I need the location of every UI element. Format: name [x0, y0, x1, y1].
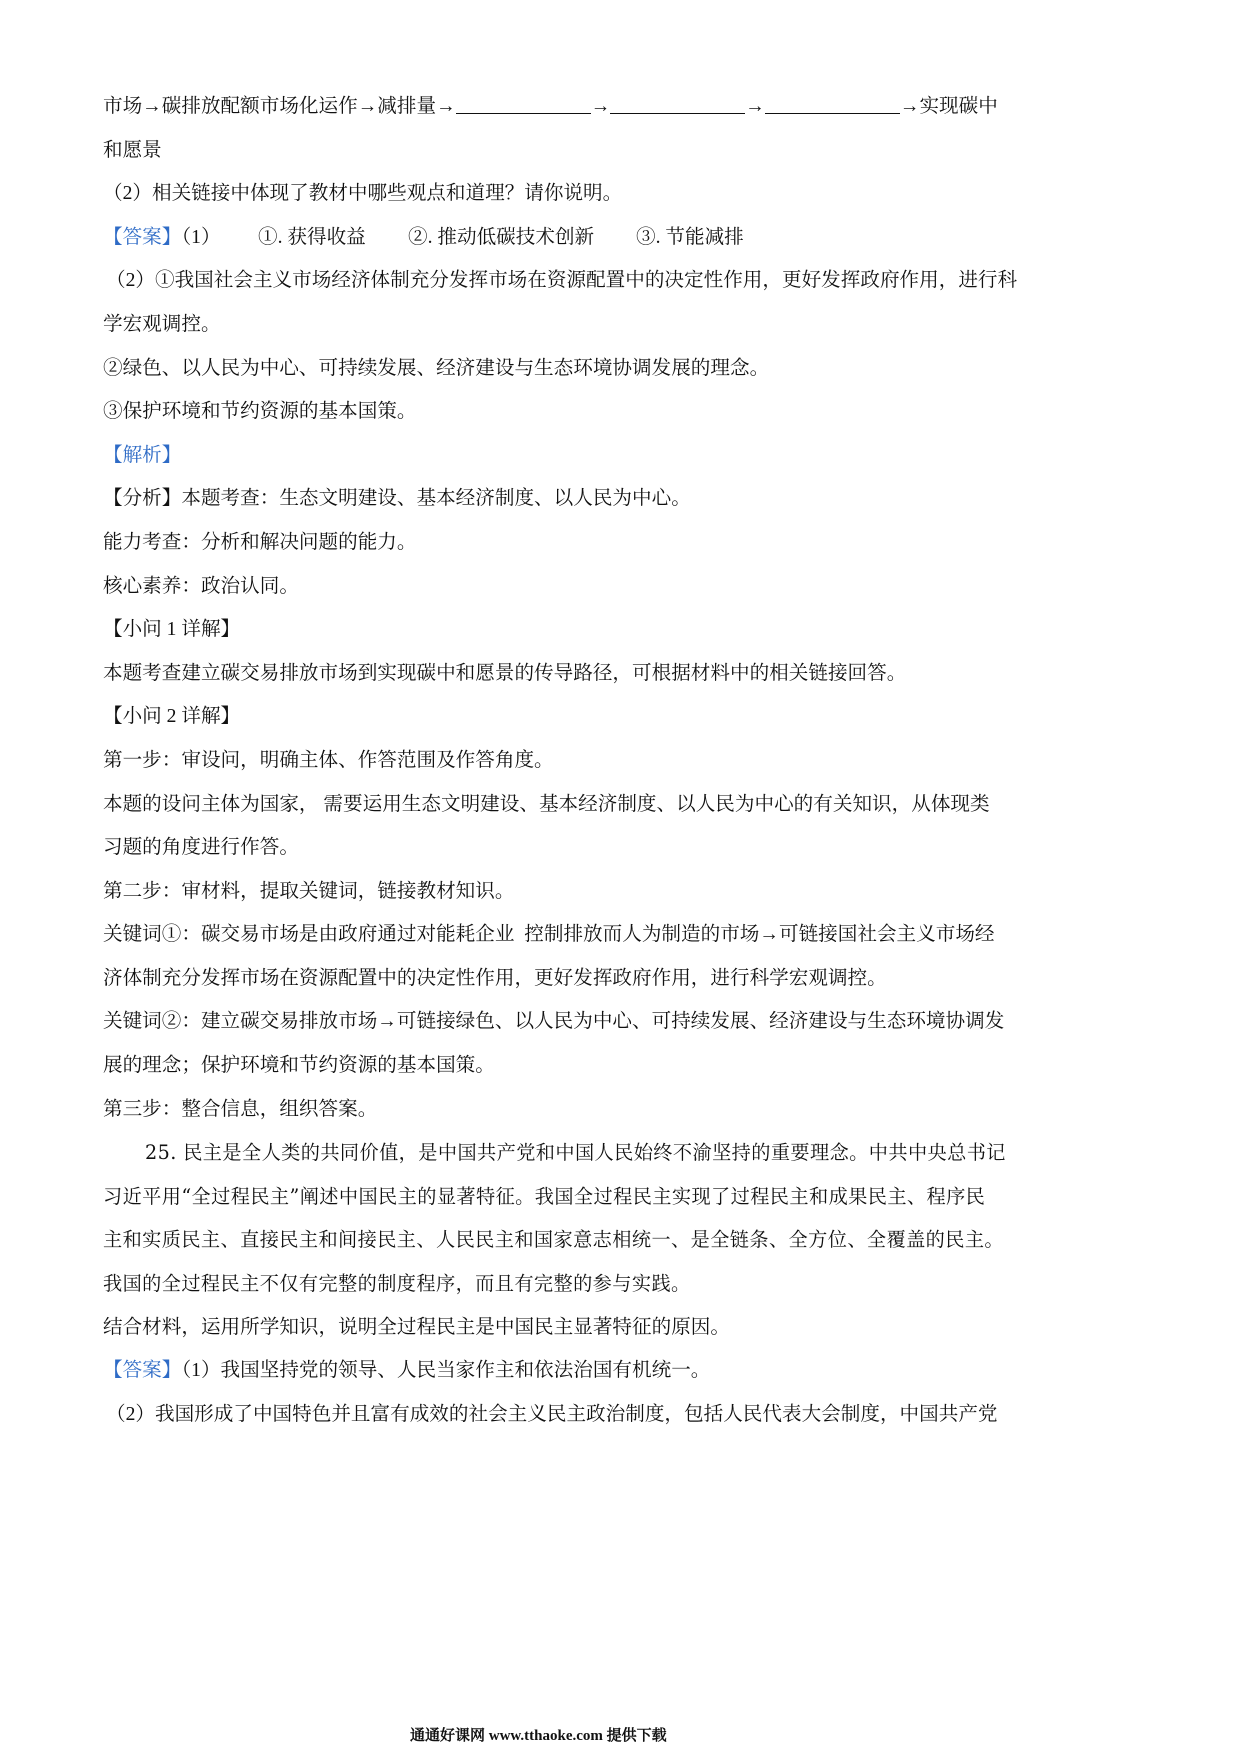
fill-in-chain-line — [103, 85, 1103, 129]
answer-part-1-number: （1） — [181, 226, 221, 248]
answer-24-part-2-line: ②绿色、以人民为中心、可持续发展、经济建设与生态环境协调发展的理念。 — [103, 357, 770, 379]
answer-item-3: ③. 节能减排 — [636, 226, 744, 248]
answer-24-part-2-line: 学宏观调控。 — [103, 313, 221, 335]
question-25-prompt: 结合材料，运用所学知识，说明全过程民主是中国民主显著特征的原因。 — [103, 1316, 730, 1338]
fill-in-chain-tail: 和愿景 — [103, 139, 162, 161]
analysis-line: 展的理念；保护环境和节约资源的基本国策。 — [103, 1055, 495, 1077]
answer-label: 【答案】 — [103, 226, 182, 248]
analysis-label-line — [103, 434, 1103, 478]
question-25-stem-line: 我国的全过程民主不仅有完整的制度程序，而且有完整的参与实践。 — [103, 1272, 691, 1296]
chain-arrow-1: → — [590, 96, 611, 117]
answer-blank-3 — [765, 95, 900, 114]
question-25-stem-line: 习近平用“全过程民主”阐述中国民主的显著特征。我国全过程民主实现了过程民主和成果民主、程序民 — [103, 1184, 986, 1208]
chain-end-text: →实现碳中 — [899, 96, 998, 117]
answer-25-line — [103, 1349, 1103, 1393]
analysis-line: 【分析】本题考查：生态文明建设、基本经济制度、以人民为中心。 — [103, 488, 691, 510]
analysis-line: 第三步：整合信息，组织答案。 — [103, 1098, 378, 1120]
analysis-line: 本题考查建立碳交易排放市场到实现碳中和愿景的传导路径，可根据材料中的相关链接回答。 — [103, 662, 907, 684]
answer-item-2: ②. 推动低碳技术创新 — [408, 226, 595, 248]
analysis-line: 第二步：审材料，提取关键词，链接教材知识。 — [103, 880, 515, 902]
chain-start-text: 市场→碳排放配额市场化运作→减排量→ — [103, 96, 456, 117]
question-24-part-2: （2）相关链接中体现了教材中哪些观点和道理？请你说明。 — [103, 183, 623, 205]
answer-24-part-2-line: ③保护环境和节约资源的基本国策。 — [103, 401, 417, 423]
analysis-line: 关键词①：碳交易市场是由政府通过对能耗企业 控制排放而人为制造的市场→可链接国社会主义市场经 — [103, 924, 995, 946]
answer-25-text: （1）我国坚持党的领导、人民当家作主和依法治国有机统一。 — [181, 1360, 711, 1382]
answer-25-line: （2）我国形成了中国特色并且富有成效的社会主义民主政治制度，包括人民代表大会制度，中国共产党 — [106, 1403, 998, 1425]
analysis-line: 核心素养：政治认同。 — [103, 575, 299, 597]
analysis-subheading: 【小问 2 详解】 — [103, 706, 241, 728]
question-25-stem-line: 主和实质民主、直接民主和间接民主、人民民主和国家意志相统一、是全链条、全方位、全覆盖的民主。 — [103, 1228, 1005, 1252]
answer-label: 【答案】 — [103, 1360, 182, 1382]
answer-blank-2 — [610, 95, 745, 114]
analysis-label: 【解析】 — [103, 444, 182, 466]
answer-24-part-1-line — [103, 216, 1103, 260]
analysis-line: 能力考查：分析和解决问题的能力。 — [103, 531, 417, 553]
page-footer: 通通好课网 www.tthaoke.com 提供下载 — [410, 1728, 667, 1744]
answer-item-1: ①. 获得收益 — [258, 226, 366, 248]
question-25-stem-line: 25. 民主是全人类的共同价值，是中国共产党和中国人民始终不渝坚持的重要理念。中共中央总书记 — [145, 1141, 1006, 1165]
analysis-line: 第一步：审设问，明确主体、作答范围及作答角度。 — [103, 749, 554, 771]
answer-blank-1 — [456, 95, 591, 114]
analysis-line: 习题的角度进行作答。 — [103, 837, 299, 859]
analysis-line: 本题的设问主体为国家， 需要运用生态文明建设、基本经济制度、以人民为中心的有关知识，从体现类 — [103, 793, 990, 815]
analysis-line: 济体制充分发挥市场在资源配置中的决定性作用，更好发挥政府作用，进行科学宏观调控。 — [103, 967, 887, 989]
document-body — [103, 85, 1103, 1436]
analysis-subheading: 【小问 1 详解】 — [103, 619, 241, 641]
chain-arrow-2: → — [745, 96, 765, 117]
answer-24-part-2-line: （2）①我国社会主义市场经济体制充分发挥市场在资源配置中的决定性作用，更好发挥政府作用，进行科 — [106, 270, 1018, 292]
analysis-line: 关键词②：建立碳交易排放市场→可链接绿色、以人民为中心、可持续发展、经济建设与生态环境协调发 — [103, 1011, 1005, 1033]
